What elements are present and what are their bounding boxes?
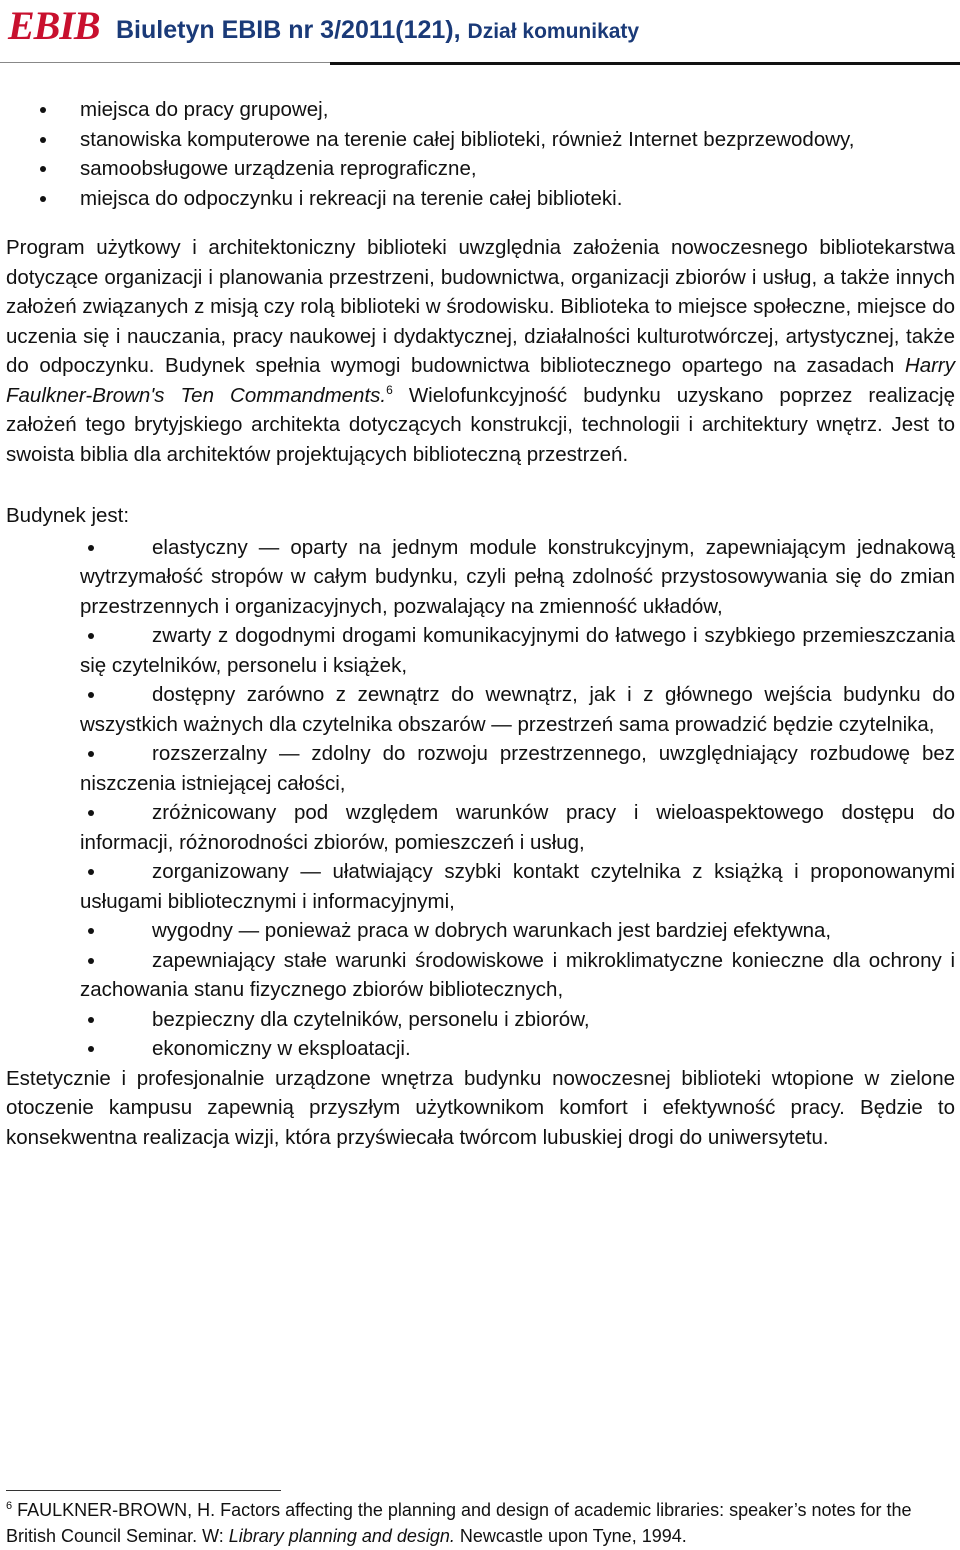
list-item: bezpieczny dla czytelników, personelu i zbiorów,: [80, 1005, 955, 1035]
list-item: elastyczny — oparty na jednym module konstrukcyjnym, zapewniającym jednakową wytrzymałość stropów w całym budynku, czyli pełną zdolność przystosowywania się do zmian przestrzennych i organizacyjnych, pozwalający na zmienność układów,: [80, 533, 955, 622]
list-item: zorganizowany — ułatwiający szybki kontakt czytelnika z książką i proponowanymi usługami bibliotecznymi i informacyjnymi,: [80, 857, 955, 916]
list-item: ekonomiczny w eksploatacji.: [80, 1034, 955, 1064]
paragraph-text: Program użytkowy i architektoniczny biblioteki uwzględnia założenia nowoczesnego bibliotekarstwa dotyczące organizacji i planowania przestrzeni, budownictwa, organizacji zbiorów i usług, a także innych założeń związanych z misją czy rolą biblioteki w środowisku. Biblioteka to miejsce społeczne, miejsce do uczenia się i nauczania, pracy naukowej i dydaktycznej, działalności kulturotwórczej, artystycznej, także do odpoczynku. Budynek spełnia wymogi budownictwa bibliotecznego opartego na zasadach: [6, 236, 955, 377]
header-issue: Biuletyn EBIB nr 3/2011(121),: [116, 16, 461, 44]
header-section: Dział komunikaty: [467, 20, 640, 43]
list-item: rozszerzalny — zdolny do rozwoju przestrzennego, uwzględniający rozbudowę bez niszczenia istniejącej całości,: [80, 739, 955, 798]
list-item: miejsca do pracy grupowej,: [6, 95, 955, 125]
list-item: dostępny zarówno z zewnątrz do wewnątrz, jak i z głównego wejścia budynku do wszystkich ważnych dla czytelnika obszarów — przestrzeń sama prowadzić będzie czytelnika,: [80, 680, 955, 739]
article-body: [6, 95, 955, 1152]
paragraph-text: Wielofunkcyjność budynku uzyskano poprzez realizację założeń tego brytyjskiego architekta dotyczących konstrukcji, technologii i architektury wnętrz. Jest to swoista biblia dla architektów projektujących biblioteczną przestrzeń.: [6, 383, 955, 466]
list-item: zapewniający stałe warunki środowiskowe i mikroklimatyczne konieczne dla ochrony i zachowania stanu fizycznego zbiorów bibliotecznych,: [80, 946, 955, 1005]
footnote: [6, 1497, 955, 1549]
page-header: [0, 0, 960, 70]
paragraph-conclusion: Estetycznie i profesjonalnie urządzone wnętrza budynku nowoczesnej biblioteki wtopione w zielone otoczenie kampusu zapewnią przyszłym użytkownikom komfort i efektywność pracy. Będzie to konsekwentna realizacja wizji, która przyświecała twórcom lubuskiej drogi do uniwersytetu.: [6, 1066, 955, 1149]
footnote-number: 6: [6, 1500, 13, 1512]
paragraph-program: [6, 233, 955, 469]
list-item: stanowiska komputerowe na terenie całej biblioteki, również Internet bezprzewodowy,: [6, 125, 955, 155]
header-title: [116, 16, 639, 45]
list-item: samoobsługowe urządzenia reprograficzne,: [6, 154, 955, 184]
faulkner-brown-title: Harry Faulkner-Brown's Ten Commandments.: [6, 354, 955, 407]
list-item: miejsca do odpoczynku i rekreacji na terenie całej biblioteki.: [6, 184, 955, 214]
list-item: wygodny — ponieważ praca w dobrych warunkach jest bardziej efektywna,: [80, 916, 955, 946]
facilities-list: [6, 95, 955, 213]
footnote-text: FAULKNER-BROWN, H. Factors affecting the planning and design of academic libraries: speaker’s notes for the British Council Seminar. W:: [6, 1500, 912, 1546]
footnote-text: Newcastle upon Tyne, 1994.: [454, 1526, 687, 1546]
ebib-logo: EBIB: [8, 3, 100, 48]
list-item: zwarty z dogodnymi drogami komunikacyjnymi do łatwego i szybkiego przemieszczania się czytelników, personelu i książek,: [80, 621, 955, 680]
building-features-list: [6, 533, 955, 1064]
footnote-separator: [6, 1490, 281, 1491]
footnote-book-title: Library planning and design.: [228, 1526, 455, 1546]
list-item: zróżnicowany pod względem warunków pracy i wieloaspektowego dostępu do informacji, różnorodności zbiorów, pomieszczeń i usług,: [80, 798, 955, 857]
footnote-ref: 6: [386, 382, 393, 397]
building-intro: Budynek jest:: [6, 504, 130, 527]
